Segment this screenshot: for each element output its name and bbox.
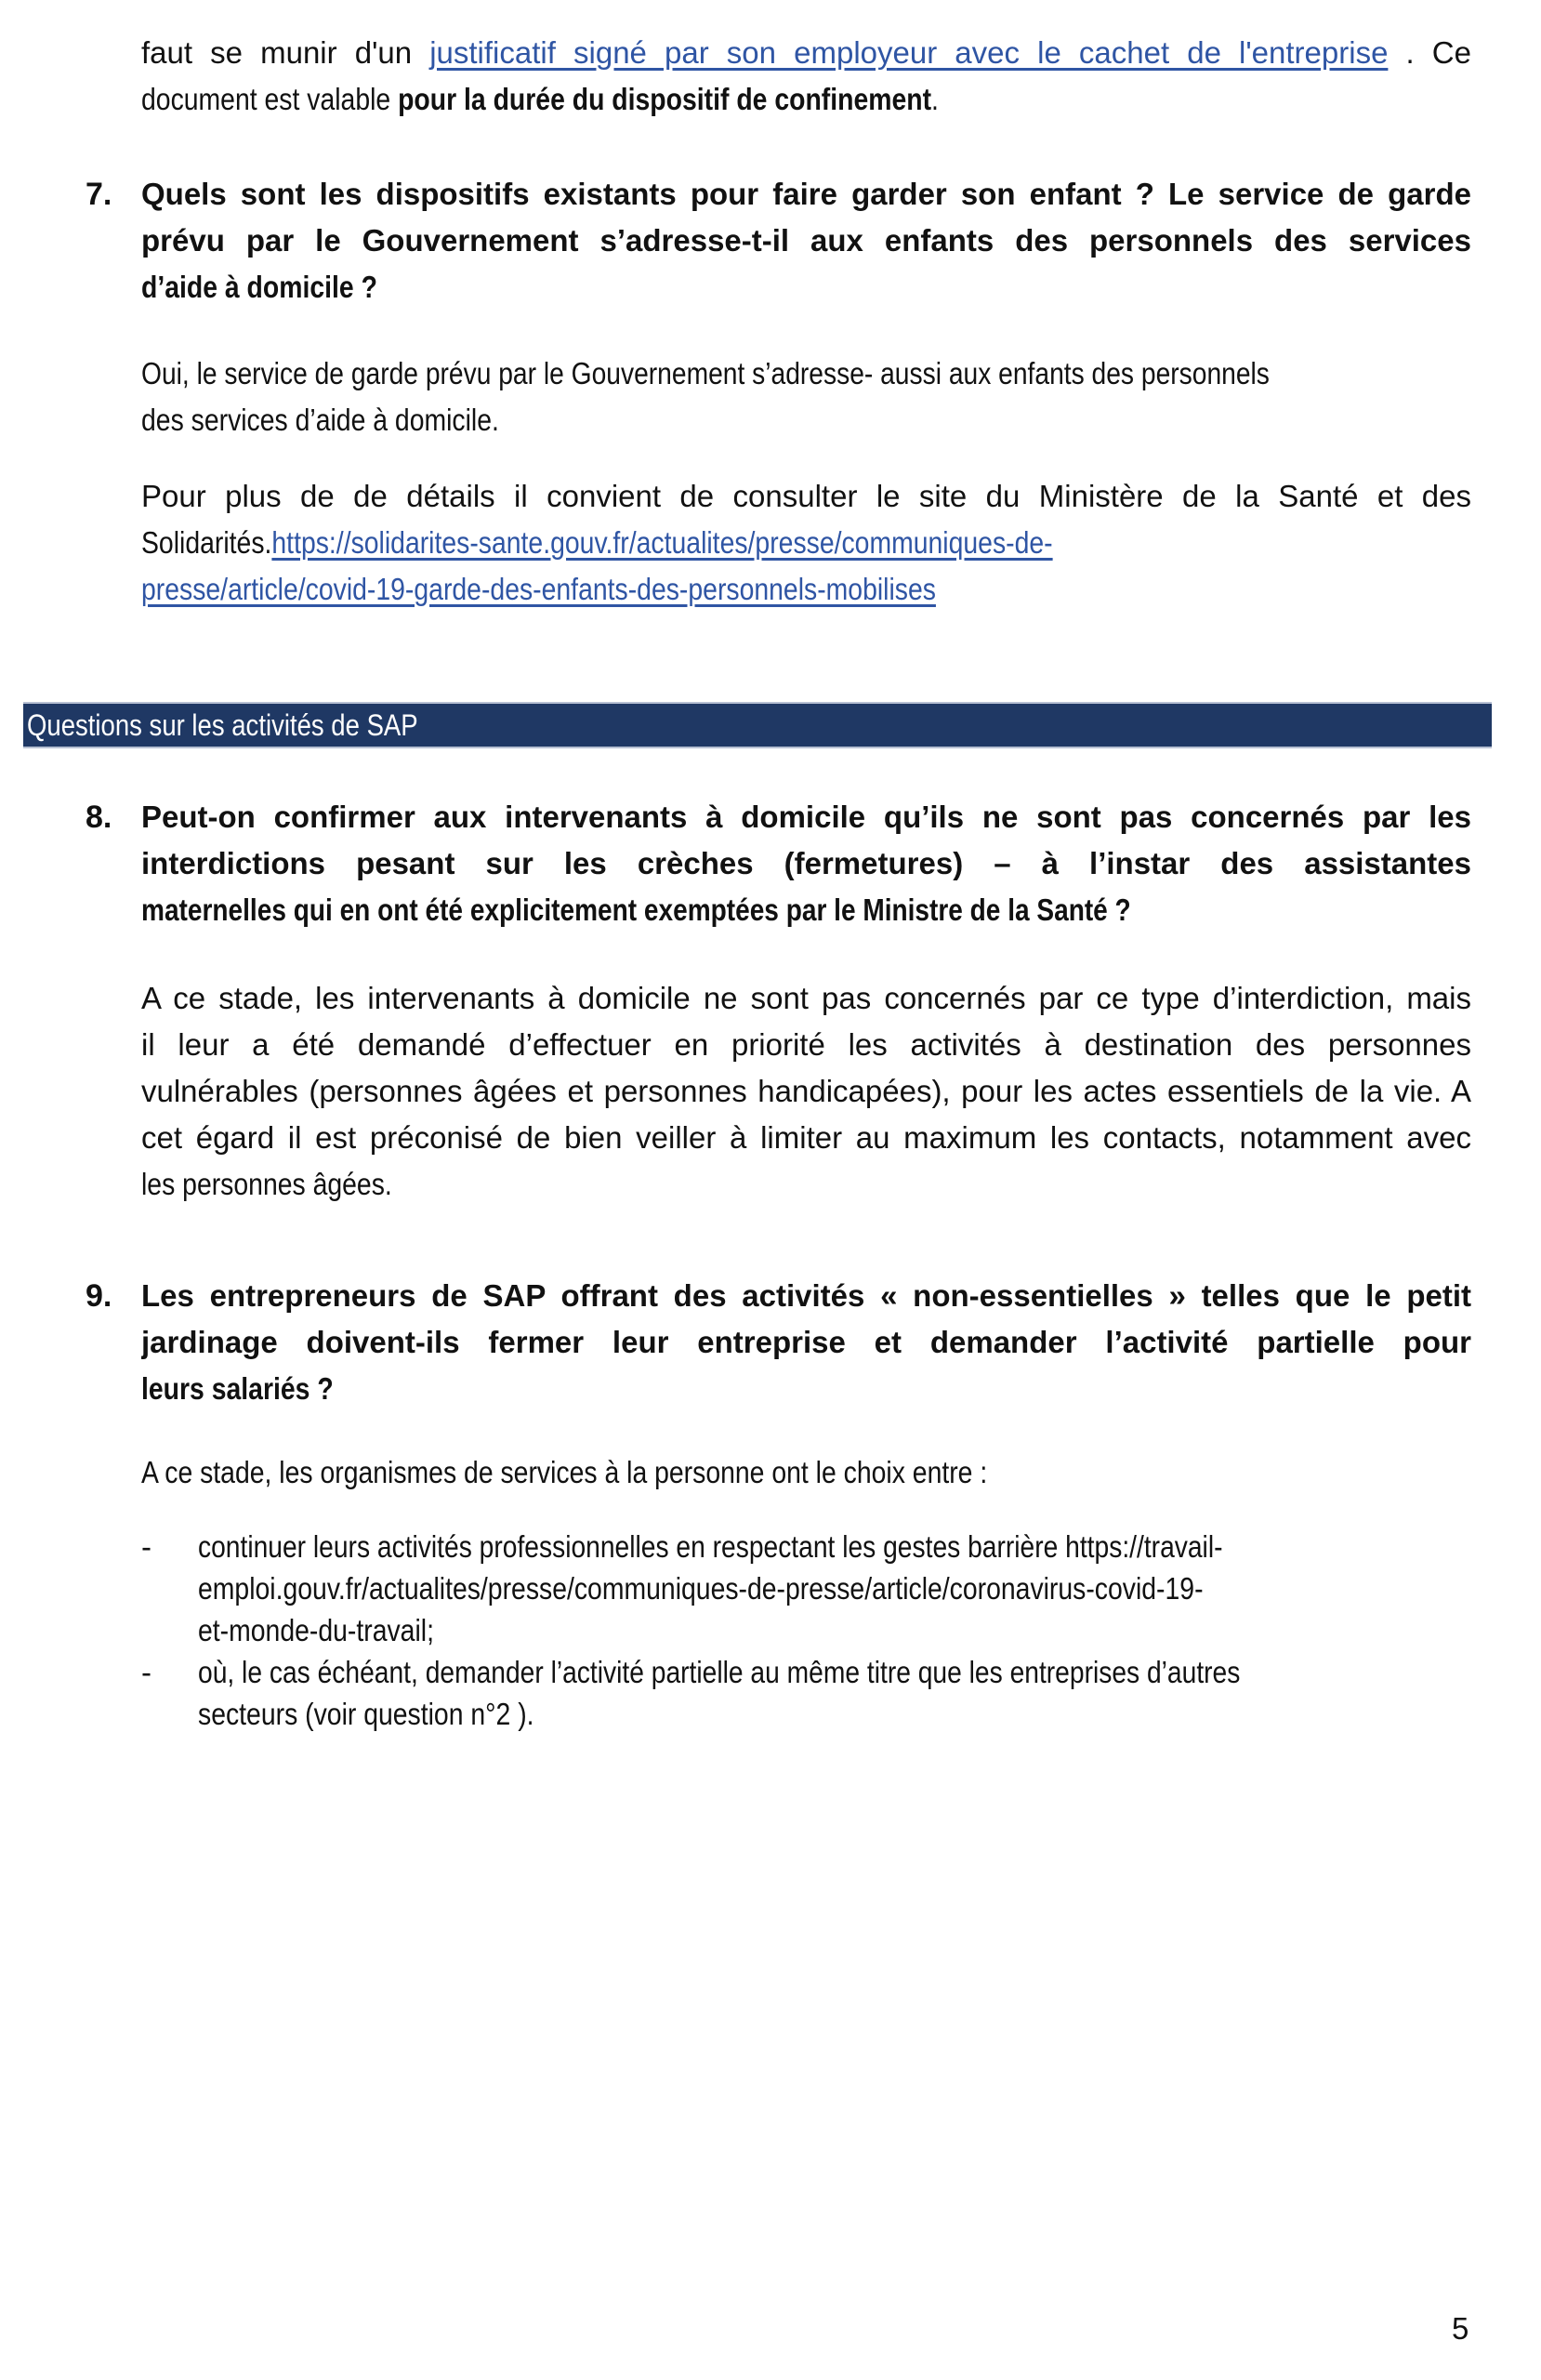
answer-8-line: il leur a été demandé d’effectuer en priorité les activités à destination des personnes: [141, 1027, 1471, 1062]
intro-text: . Ce: [1405, 35, 1471, 70]
justificatif-link[interactable]: justificatif signé par son employeur avec le cachet de l'entreprise: [429, 35, 1389, 70]
answer-9-intro: [141, 1451, 1471, 1494]
question-7-line: Quels sont les dispositifs existants pour faire garder son enfant ? Le service de garde: [141, 177, 1471, 211]
bullet-line-fit: continuer leurs activités professionnelles en respectant les gestes barrière https://travail-: [198, 1529, 1223, 1564]
answer-text: Solidarités.: [141, 525, 272, 560]
answer-8-line: cet égard il est préconisé de bien veiller à limiter au maximum les contacts, notamment avec: [141, 1120, 1471, 1155]
answer-7-line-fit: des services d’aide à domicile.: [141, 403, 499, 437]
answer-8-line: A ce stade, les intervenants à domicile ne sont pas concernés par ce type d’interdiction, mais: [141, 981, 1471, 1015]
bullet-line: [198, 1609, 1471, 1652]
solidarites-sante-link-cont[interactable]: presse/article/covid-19-garde-des-enfants-des-personnels-mobilises: [141, 572, 936, 606]
bullet-dash: -: [141, 1655, 151, 1689]
bullet-line-fit: où, le cas échéant, demander l’activité partielle au même titre que les entreprises d’autres: [198, 1655, 1241, 1689]
intro-line-2: [141, 78, 1471, 121]
question-8-line: interdictions pesant sur les crèches (fermetures) – à l’instar des assistantes: [141, 846, 1471, 880]
section-title: Questions sur les activités de SAP: [27, 708, 418, 742]
answer-7-p2-line: Pour plus de de détails il convient de consulter le site du Ministère de la Santé et des: [141, 479, 1471, 513]
intro-line-1: [141, 32, 1471, 74]
question-9-line: [141, 1368, 1471, 1410]
bullet-line-fit: emploi.gouv.fr/actualites/presse/communiques-de-presse/article/coronavirus-covid-19-: [198, 1571, 1204, 1606]
intro-text: .: [931, 82, 939, 116]
question-7-line: [141, 266, 1471, 309]
answer-9-intro-fit: A ce stade, les organismes de services à la personne ont le choix entre :: [141, 1455, 988, 1489]
question-8-line-fit: maternelles qui en ont été explicitement exemptées par le Ministre de la Santé ?: [141, 892, 1131, 927]
answer-7-p2-line-fit: [141, 568, 936, 611]
answer-7-p2-line: [141, 568, 1471, 611]
question-number: 8.: [86, 800, 112, 835]
page-number: 5: [1452, 2311, 1469, 2346]
answer-7-line: [141, 399, 1471, 442]
question-8-line: Peut-on confirmer aux intervenants à domicile qu’ils ne sont pas concernés par les: [141, 800, 1471, 834]
answer-7-line: [141, 352, 1471, 395]
question-9-line: jardinage doivent-ils fermer leur entreprise et demander l’activité partielle pour: [141, 1325, 1471, 1359]
question-7-line: prévu par le Gouvernement s’adresse-t-il aux enfants des personnels des services: [141, 223, 1471, 258]
question-8-line: [141, 889, 1471, 932]
bullet-line-fit: et-monde-du-travail;: [198, 1613, 434, 1647]
answer-8-line-fit: les personnes âgées.: [141, 1167, 392, 1201]
bullet-line: [198, 1567, 1471, 1610]
answer-7-line-fit: Oui, le service de garde prévu par le Gouvernement s’adresse- aussi aux enfants des personnels: [141, 356, 1270, 390]
question-9-line-fit: leurs salariés ?: [141, 1371, 334, 1406]
bullet-dash: -: [141, 1529, 151, 1564]
intro-bold-text: pour la durée du dispositif de confinement: [398, 82, 932, 116]
question-9-line: Les entrepreneurs de SAP offrant des activités « non-essentielles » telles que le petit: [141, 1278, 1471, 1313]
solidarites-sante-link[interactable]: https://solidarites-sante.gouv.fr/actualites/presse/communiques-de-: [271, 525, 1053, 560]
question-7-line-fit: d’aide à domicile ?: [141, 270, 377, 304]
bullet-line-fit: secteurs (voir question n°2 ).: [198, 1697, 534, 1731]
section-header-bar: [23, 702, 1492, 748]
question-number: 9.: [86, 1278, 112, 1314]
answer-8-line: [141, 1163, 1471, 1206]
question-number: 7.: [86, 177, 112, 212]
answer-7-p2-line: [141, 522, 1471, 564]
answer-7-p2-line-fit: [141, 522, 1053, 564]
intro-text: document est valable: [141, 82, 391, 116]
intro-line-2-fit: [141, 78, 939, 121]
bullet-line: [198, 1693, 1471, 1736]
bullet-line: [198, 1526, 1471, 1568]
answer-8-line: vulnérables (personnes âgées et personnes handicapées), pour les actes essentiels de la vie. A: [141, 1074, 1471, 1108]
intro-text: faut se munir d'un: [141, 35, 413, 70]
bullet-line: [198, 1651, 1471, 1694]
